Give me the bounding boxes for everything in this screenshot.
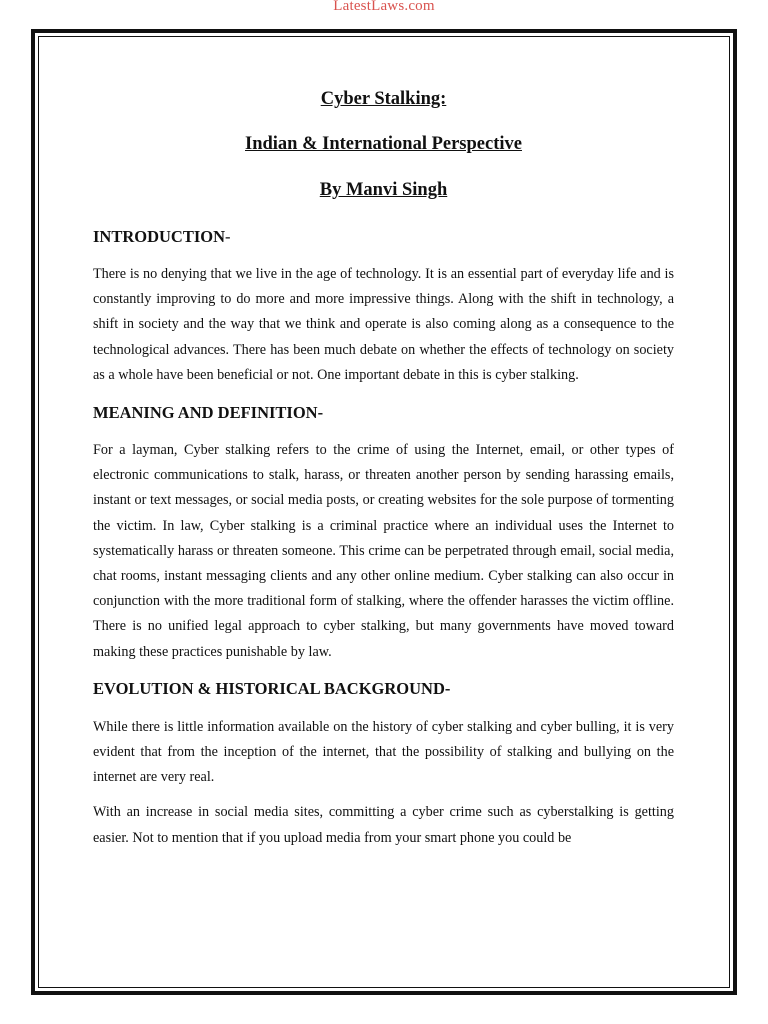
evolution-paragraph-2: With an increase in social media sites, committing a cyber crime such as cyberstalking is getting easier. Not to mention that if you upload media from your smart phone you could be (93, 804, 674, 846)
document-title: Cyber Stalking: (320, 89, 447, 109)
document-body (93, 86, 674, 851)
meaning-heading: MEANING AND DEFINITION- (93, 403, 324, 423)
introduction-heading-dash: - (225, 227, 231, 246)
document-subtitle: Indian & International Perspective (245, 134, 522, 154)
introduction-heading (93, 226, 674, 248)
evolution-paragraph-1: While there is little information available on the history of cyber stalking and cyber bulling, it is very evident that from the inception of the internet, that the possibility of stalking and bullying on the internet are very real. (93, 718, 674, 786)
document-author: By Manvi Singh (319, 180, 448, 200)
evolution-heading: EVOLUTION & HISTORICAL BACKGROUND- (93, 678, 451, 698)
meaning-paragraph: For a layman, Cyber stalking refers to the crime of using the Internet, email, or other types of electronic communications to stalk, harass, or threaten another person by sending harassing emails, instant or text messages, or social media posts, or creating websites for the sole purpose of tormenting the victim. In law, Cyber stalking is a criminal practice where an individual uses the Internet to systematically harass or threaten someone. This crime can be perpetrated through email, social media, chat rooms, instant messaging clients and any other online medium. Cyber stalking can also occur in conjunction with the more traditional form of stalking, where the offender harasses the victim offline. There is no unified legal approach to cyber stalking, but many governments have moved toward making these practices punishable by law. (93, 442, 674, 660)
introduction-paragraph: There is no denying that we live in the age of technology. It is an essential part of everyday life and is constantly improving to do more and more impressive things. Along with the shift in technology, a shift in society and the way that we think and operate is also coming along as a consequence to the technological advances. There has been much debate on whether the effects of technology on society as a whole have been beneficial or not. One important debate in this is cyber stalking. (93, 266, 674, 383)
introduction-heading-text: INTRODUCTION (93, 227, 226, 246)
watermark: LatestLaws.com (333, 0, 435, 14)
